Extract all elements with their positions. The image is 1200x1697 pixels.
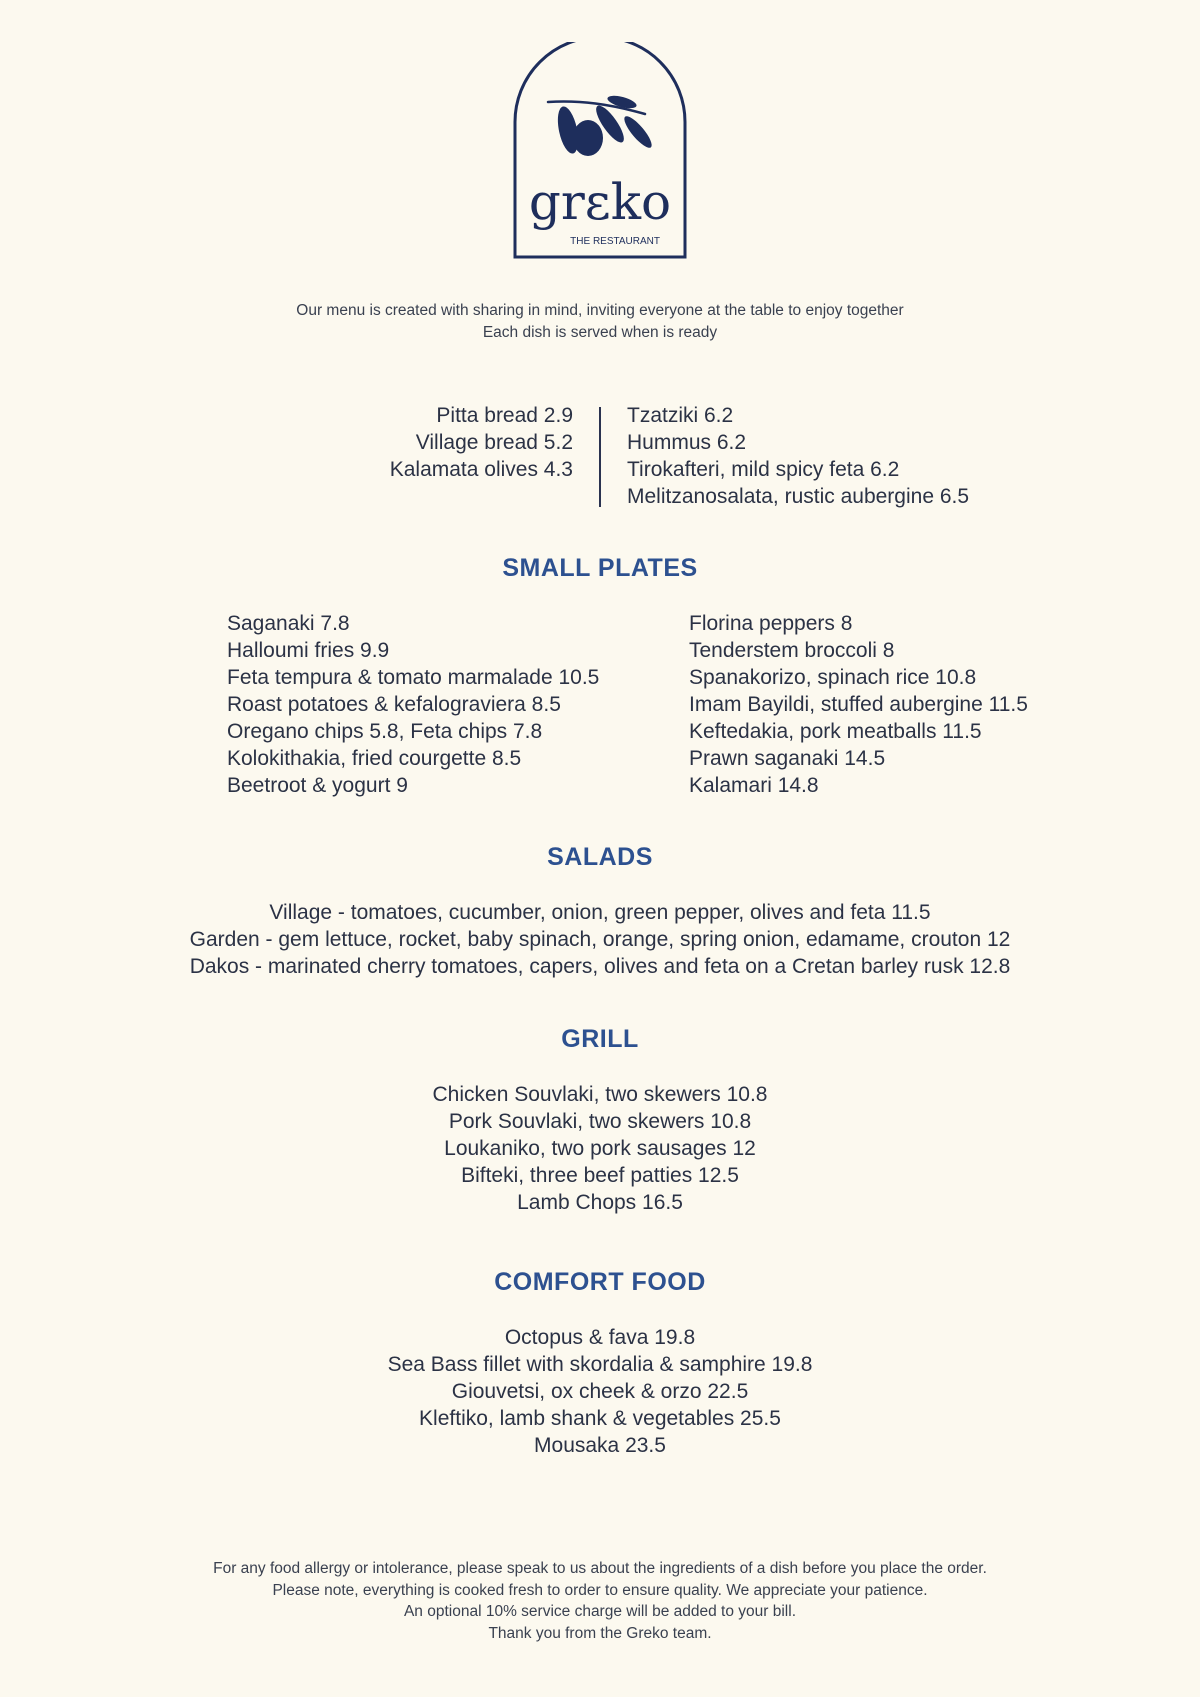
menu-item: Loukaniko, two pork sausages 12 bbox=[444, 1137, 756, 1160]
footer-line: An optional 10% service charge will be added to your bill. bbox=[403, 1603, 797, 1620]
menu-item: Giouvetsi, ox cheek & orzo 22.5 bbox=[451, 1380, 749, 1403]
footer-line: For any food allergy or intolerance, please speak to us about the ingredients of a dish before you place the order. bbox=[213, 1560, 987, 1577]
section-title-small-plates: SMALL PLATES bbox=[502, 554, 698, 582]
footer-line: Thank you from the Greko team. bbox=[488, 1624, 712, 1642]
olive-arch-logo bbox=[510, 42, 690, 262]
comfort-food-list bbox=[0, 1324, 1200, 1459]
menu-item: Melitzanosalata, rustic aubergine 6.5 bbox=[627, 485, 970, 508]
menu-item: Feta tempura & tomato marmalade 10.5 bbox=[227, 666, 600, 689]
menu-item: Village - tomatoes, cucumber, onion, green pepper, olives and feta 11.5 bbox=[269, 901, 931, 924]
menu-item: Tzatziki 6.2 bbox=[627, 404, 734, 427]
menu-item: Saganaki 7.8 bbox=[227, 612, 350, 635]
grill-list bbox=[0, 1081, 1200, 1216]
menu-item: Sea Bass fillet with skordalia & samphire 19.8 bbox=[387, 1353, 813, 1376]
footer-line: Please note, everything is cooked fresh to order to ensure quality. We appreciate your patience. bbox=[272, 1581, 928, 1599]
menu-item: Kleftiko, lamb shank & vegetables 25.5 bbox=[419, 1407, 781, 1430]
menu-item: Tirokafteri, mild spicy feta 6.2 bbox=[627, 458, 900, 481]
menu-item: Beetroot & yogurt 9 bbox=[227, 774, 408, 797]
menu-item: Pitta bread 2.9 bbox=[436, 404, 573, 427]
section-title-salads: SALADS bbox=[547, 843, 653, 871]
small-plates-right bbox=[689, 610, 1028, 799]
menu-item: Pork Souvlaki, two skewers 10.8 bbox=[448, 1110, 752, 1133]
menu-item: Chicken Souvlaki, two skewers 10.8 bbox=[432, 1083, 768, 1106]
section-title-grill: GRILL bbox=[561, 1025, 639, 1053]
menu-item: Spanakorizo, spinach rice 10.8 bbox=[689, 666, 977, 689]
menu-item: Hummus 6.2 bbox=[627, 431, 747, 454]
menu-item: Village bread 5.2 bbox=[415, 431, 573, 454]
breads-list bbox=[390, 402, 573, 483]
intro-line: Each dish is served when is ready bbox=[482, 324, 718, 341]
menu-intro bbox=[0, 300, 1200, 344]
salads-list bbox=[0, 899, 1200, 980]
menu-item: Bifteki, three beef patties 12.5 bbox=[461, 1164, 739, 1187]
logo-tagline: THE RESTAURANT bbox=[570, 236, 660, 247]
menu-item: Kalamata olives 4.3 bbox=[389, 458, 573, 481]
menu-item: Florina peppers 8 bbox=[689, 612, 853, 635]
menu-item: Keftedakia, pork meatballs 11.5 bbox=[689, 720, 982, 743]
restaurant-logo bbox=[510, 42, 690, 262]
menu-item: Tenderstem broccoli 8 bbox=[689, 639, 895, 662]
section-title-comfort-food: COMFORT FOOD bbox=[494, 1268, 706, 1296]
menu-footer bbox=[0, 1558, 1200, 1644]
menu-item: Garden - gem lettuce, rocket, baby spinach, orange, spring onion, edamame, crouton 12 bbox=[189, 928, 1011, 951]
menu-item: Kolokithakia, fried courgette 8.5 bbox=[227, 747, 522, 770]
intro-line: Our menu is created with sharing in mind, inviting everyone at the table to enjoy together bbox=[296, 302, 904, 319]
small-plates-left bbox=[227, 610, 599, 799]
menu-item: Kalamari 14.8 bbox=[689, 774, 819, 797]
menu-item: Lamb Chops 16.5 bbox=[517, 1191, 683, 1214]
menu-item: Oregano chips 5.8, Feta chips 7.8 bbox=[227, 720, 543, 743]
dips-list bbox=[627, 402, 969, 510]
menu-item: Roast potatoes & kefalograviera 8.5 bbox=[227, 693, 561, 716]
menu-item: Imam Bayildi, stuffed aubergine 11.5 bbox=[689, 693, 1028, 716]
dips-divider bbox=[599, 407, 601, 507]
logo-wordmark: grεko bbox=[528, 173, 672, 231]
menu-item: Mousaka 23.5 bbox=[534, 1434, 666, 1457]
menu-item: Dakos - marinated cherry tomatoes, capers, olives and feta on a Cretan barley rusk 12.8 bbox=[189, 955, 1011, 978]
menu-item: Prawn saganaki 14.5 bbox=[689, 747, 886, 770]
menu-item: Octopus & fava 19.8 bbox=[504, 1326, 696, 1349]
menu-item: Halloumi fries 9.9 bbox=[227, 639, 390, 662]
